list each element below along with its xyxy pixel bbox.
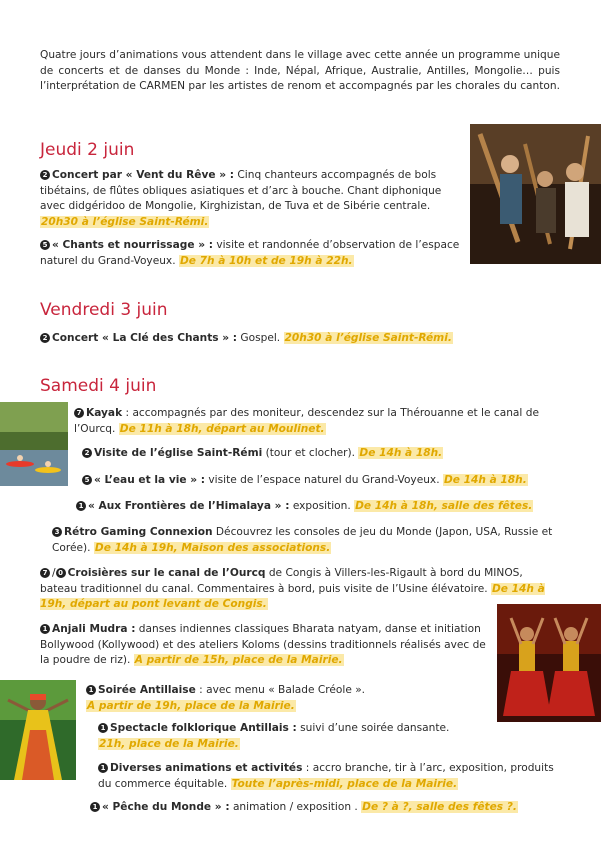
- event-peche-du-monde: [90, 800, 560, 816]
- event-time-place: De 7h à 10h et de 19h à 22h.: [179, 254, 353, 267]
- event-number-badge: 1: [98, 763, 108, 773]
- event-description: : avec menu « Balade Créole ».: [195, 684, 366, 696]
- event-description: exposition.: [289, 500, 355, 512]
- day-heading-samedi: Samedi 4 juin: [40, 376, 157, 396]
- event-diverses-animations: [98, 761, 560, 792]
- day-heading-jeudi: Jeudi 2 juin: [40, 140, 135, 160]
- event-number-badge: 1: [76, 501, 86, 511]
- event-title: Concert « La Clé des Chants » :: [52, 332, 238, 344]
- event-title: Visite de l’église Saint-Rémi: [94, 447, 263, 459]
- event-kayak: [74, 406, 560, 437]
- event-number-badge: 3: [52, 527, 62, 537]
- event-vent-du-reve: [40, 168, 462, 230]
- event-time-place: De 14h à 18h, salle des fêtes.: [355, 500, 533, 512]
- event-description: Cinq chanteurs accompagnés de bols tibétains, de flûtes obliques asiatiques et d’arc à bouche. Chant diphonique avec didgéridoo de Mongolie, Kirghizistan, de Tuva et de Sibérie centrale.: [40, 169, 442, 212]
- event-number-badge: 7: [74, 408, 84, 418]
- event-number-badge: 2: [40, 170, 50, 180]
- event-description: visite de l’espace naturel du Grand-Voyeux.: [205, 474, 443, 486]
- event-chants-nourrissage: [40, 238, 462, 269]
- event-croisieres-ourcq: 7 / 0 Croisières sur le canal de l’Ourcq de Congis à Villers-les-Rigault à bord du MINOS, bateau traditionnel du canal. Commentaires à bord, puis visite de l’Usine élévatoire. De 14h à 19h, départ au pont levant de Congis.: [40, 567, 545, 610]
- event-time-place: De 14h à 19h, Maison des associations.: [94, 541, 331, 554]
- event-number-badge: 5: [40, 240, 50, 250]
- event-retro-gaming: [52, 525, 560, 556]
- event-number-badge: 1: [86, 685, 96, 695]
- event-number-badge: 1: [98, 723, 108, 733]
- event-description: visite et randonnée d’observation de l’espace naturel du Grand-Voyeux.: [40, 239, 460, 267]
- event-title: « Aux Frontières de l’Himalaya » :: [88, 500, 290, 512]
- event-description: Découvrez les consoles de jeu du Monde (Japon, USA, Russie et Corée).: [52, 526, 553, 554]
- intro-paragraph: Quatre jours d’animations vous attendent dans le village avec cette année un programme unique de concerts et de danses du Monde : Inde, Népal, Afrique, Australie, Antilles, Mongolie… puis l’interprétation de CARMEN par les artistes de renom et accompagnés par les chorales du canton.: [40, 49, 560, 92]
- photo-didgeridoo-players: [470, 124, 601, 264]
- event-frontieres-himalaya: [76, 499, 560, 515]
- event-description: Gospel.: [237, 332, 284, 344]
- event-title: « Chants et nourrissage » :: [52, 239, 213, 251]
- event-visite-eglise: [82, 446, 560, 462]
- event-time-place: De 14h à 18h.: [443, 474, 527, 486]
- event-title: Rétro Gaming Connexion: [64, 526, 213, 538]
- event-title: Soirée Antillaise: [98, 684, 196, 696]
- event-spectacle-antillais: [98, 721, 560, 752]
- event-number-badge-2: 0: [56, 568, 66, 578]
- event-title: Diverses animations et activités: [110, 762, 303, 774]
- event-time-place: 20h30 à l’église Saint-Rémi.: [41, 215, 209, 228]
- event-title: Croisières sur le canal de l’Ourcq: [67, 567, 266, 579]
- event-title: Kayak: [86, 407, 123, 419]
- event-time-place: Toute l’après-midi, place de la Mairie.: [231, 777, 458, 790]
- event-number-badge: 7: [40, 568, 50, 578]
- event-time-place: 21h, place de la Mairie.: [99, 737, 239, 750]
- photo-kayak: [0, 402, 68, 486]
- event-soiree-antillaise: [86, 683, 560, 714]
- event-description: suivi d’une soirée dansante.: [296, 722, 450, 734]
- event-title: Spectacle folklorique Antillais :: [110, 722, 297, 734]
- event-description: danses indiennes classiques Bharata natyam, danse et initiation Bollywood (Kollywood) et des ateliers Koloms (dessins traditionnels réalisés avec de la poudre de riz).: [40, 623, 486, 666]
- event-cle-des-chants: [40, 331, 560, 347]
- event-title: Anjali Mudra :: [52, 623, 136, 635]
- event-description: animation / exposition .: [229, 801, 362, 813]
- event-anjali-mudra: [40, 622, 492, 669]
- event-number-badge: 5: [82, 475, 92, 485]
- event-time-place: A partir de 19h, place de la Mairie.: [87, 699, 295, 712]
- event-number-badge: 2: [40, 333, 50, 343]
- event-description: : accro branche, tir à l’arc, exposition, produits du commerce équitable.: [98, 762, 554, 790]
- photo-antillean-dancer: [0, 680, 76, 780]
- day-heading-vendredi: Vendredi 3 juin: [40, 300, 168, 320]
- event-eau-et-vie: [82, 473, 560, 489]
- event-time-place: A partir de 15h, place de la Mairie.: [134, 654, 343, 666]
- event-number-badge: 1: [40, 624, 50, 634]
- event-title: « Pêche du Monde » :: [102, 801, 230, 813]
- event-description: : accompagnés par des moniteur, descendez sur la Thérouanne et le canal de l’Ourcq.: [74, 407, 539, 435]
- event-title: Concert par « Vent du Rêve » :: [52, 169, 235, 181]
- event-time-place: De 11h à 18h, départ au Moulinet.: [119, 422, 325, 435]
- event-description: (tour et clocher).: [262, 447, 359, 459]
- event-time-place: 20h30 à l’église Saint-Rémi.: [284, 332, 452, 344]
- event-number-badge: 1: [90, 802, 100, 812]
- event-number-badge: 2: [82, 448, 92, 458]
- event-time-place: De ? à ?, salle des fêtes ?.: [362, 801, 517, 813]
- event-time-place: De 14h à 19h, départ au pont levant de Congis.: [40, 582, 545, 610]
- event-description: de Congis à Villers-les-Rigault à bord du MINOS, bateau traditionnel du canal. Commentaires à bord, puis visite de l’Usine élévatoire.: [40, 567, 523, 595]
- event-time-place: De 14h à 18h.: [359, 447, 443, 459]
- event-title: « L’eau et la vie » :: [94, 474, 206, 486]
